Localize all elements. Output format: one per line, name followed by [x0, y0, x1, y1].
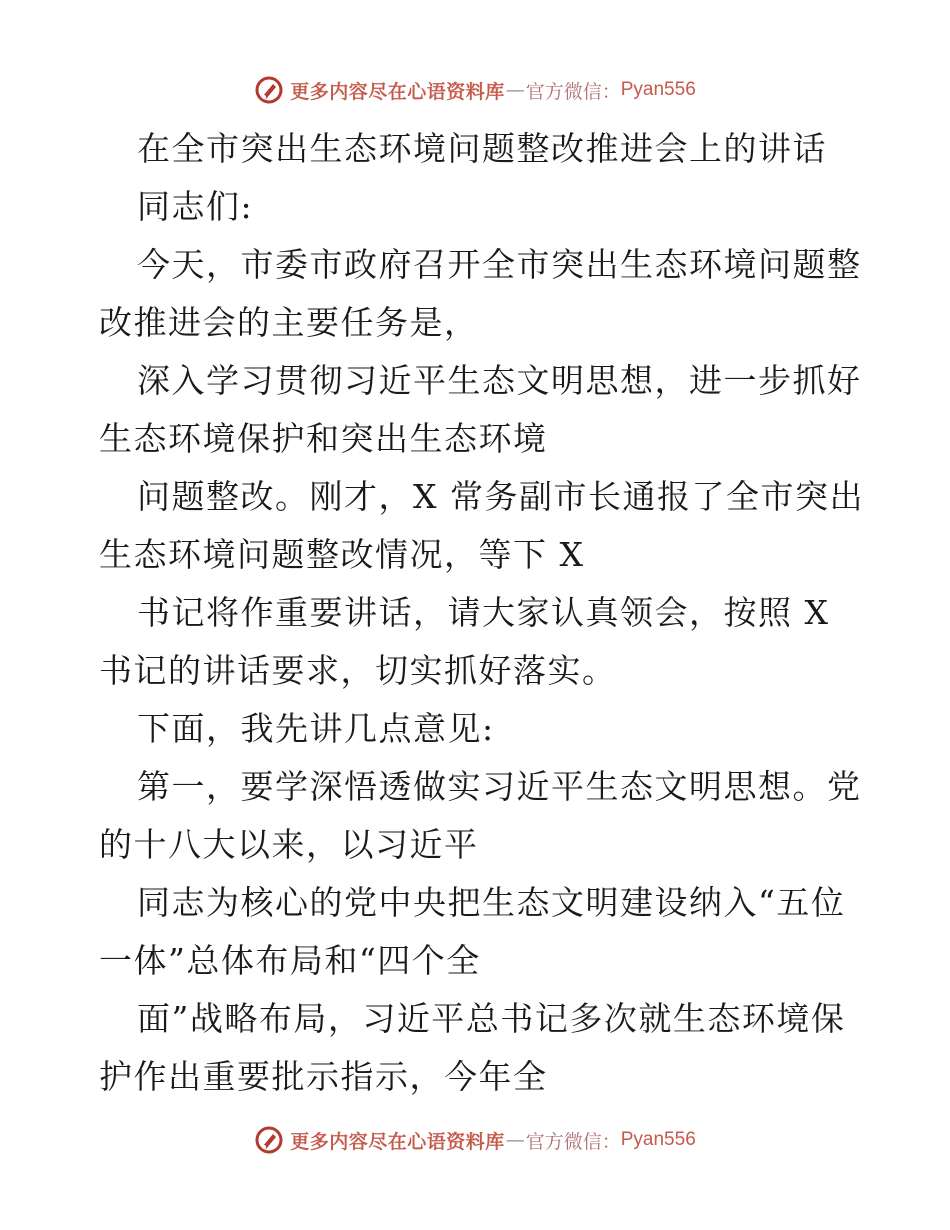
text-line: 深入学习贯彻习近平生态文明思想，进一步抓好 — [137, 361, 862, 400]
pen-logo-icon — [254, 1125, 284, 1155]
text-line: 一体”总体布局和“四个全 — [99, 941, 481, 980]
banner-separator: — — [505, 79, 525, 101]
text-line: 问题整改。刚才，X 常务副市长通报了全市突出 — [137, 477, 864, 516]
text-line: 第一，要学深悟透做实习近平生态文明思想。党 — [137, 767, 862, 806]
text-line: 改推进会的主要任务是， — [99, 303, 479, 342]
text-line: 的十八大以来，以习近平 — [99, 825, 479, 864]
text-line: 面”战略布局，习近平总书记多次就生态环境保 — [137, 999, 846, 1038]
footer-banner — [0, 1120, 950, 1160]
text-line: 今天，市委市政府召开全市突出生态环境问题整 — [137, 245, 862, 284]
text-line: 同志们: — [137, 187, 254, 226]
text-line: 生态环境问题整改情况，等下 X — [99, 535, 585, 574]
text-line: 书记的讲话要求，切实抓好落实。 — [99, 651, 617, 690]
banner-label: 官方微信： — [525, 1130, 621, 1153]
text-line: 生态环境保护和突出生态环境 — [99, 419, 548, 458]
text-line: 下面，我先讲几点意见: — [137, 709, 495, 748]
header-banner — [0, 70, 950, 110]
document-title: 在全市突出生态环境问题整改推进会上的讲话 — [137, 129, 827, 168]
text-line: 书记将作重要讲话，请大家认真领会，按照 X — [137, 593, 830, 632]
text-line: 护作出重要批示指示，今年全 — [99, 1057, 548, 1096]
text-line: 同志为核心的党中央把生态文明建设纳入“五位 — [137, 883, 846, 922]
banner-main-text: 更多内容尽在心语资料库 — [290, 80, 505, 103]
banner-wechat-id: Pyan556 — [620, 79, 696, 100]
banner-separator: — — [505, 1129, 525, 1151]
pen-logo-icon — [254, 75, 284, 105]
banner-main-text: 更多内容尽在心语资料库 — [290, 1130, 505, 1153]
banner-wechat-id: Pyan556 — [620, 1129, 696, 1150]
banner-label: 官方微信： — [525, 80, 621, 103]
